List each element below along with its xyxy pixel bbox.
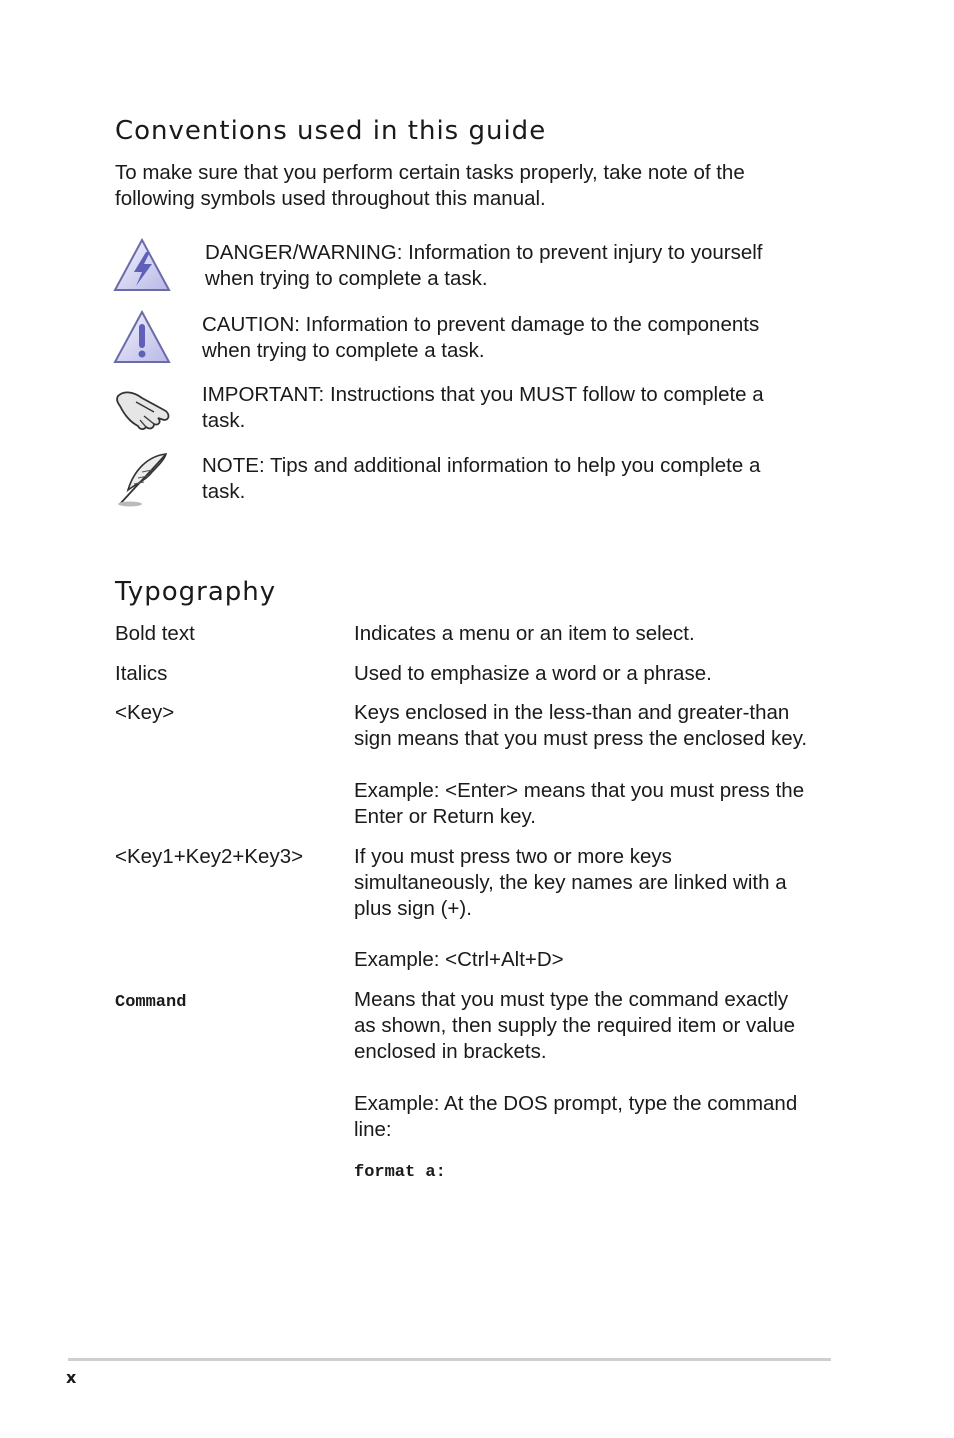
example-key [354, 778, 834, 830]
intro-line-2: following symbols used throughout this manual. [115, 187, 546, 210]
note-feather-icon [112, 450, 172, 510]
desc-line: Means that you must type the command exactly [354, 988, 789, 1011]
caution-icon [112, 308, 172, 368]
desc-line: plus sign (+). [354, 897, 472, 920]
term-italics: Italics [115, 662, 168, 685]
example-line: Enter or Return key. [354, 805, 536, 828]
important-hand-icon [114, 380, 174, 440]
desc-key-combo [354, 844, 834, 922]
desc-line: Keys enclosed in the less-than and greater-than [354, 701, 790, 724]
notice-line: DANGER/WARNING: Information to prevent injury to yourself [205, 241, 763, 264]
code-example: format a: [354, 1163, 446, 1182]
term-command: Command [115, 993, 187, 1012]
desc-command [354, 987, 834, 1065]
desc-line: simultaneously, the key names are linked with a [354, 871, 787, 894]
notice-line: task. [202, 480, 246, 503]
desc-line: Indicates a menu or an item to select. [354, 622, 695, 645]
notice-line: when trying to complete a task. [205, 267, 488, 290]
term-key-combo: <Key1+Key2+Key3> [115, 845, 304, 868]
desc-line: enclosed in brackets. [354, 1040, 547, 1063]
notice-line: IMPORTANT: Instructions that you MUST follow to complete a [202, 383, 764, 406]
notice-line: when trying to complete a task. [202, 339, 485, 362]
notice-line: task. [202, 409, 246, 432]
caution-text [202, 312, 842, 364]
desc-line: If you must press two or more keys [354, 845, 672, 868]
example-line: Example: <Ctrl+Alt+D> [354, 948, 564, 971]
danger-warning-icon [112, 236, 172, 296]
notice-line: CAUTION: Information to prevent damage to the components [202, 313, 760, 336]
desc-italics [354, 661, 834, 687]
example-line: line: [354, 1118, 392, 1141]
example-command [354, 1091, 834, 1143]
page-number: x [66, 1368, 77, 1387]
desc-line: sign means that you must press the enclosed key. [354, 727, 808, 750]
term-key: <Key> [115, 701, 175, 724]
desc-key [354, 700, 834, 752]
desc-bold-text [354, 621, 834, 647]
example-line: Example: At the DOS prompt, type the command [354, 1092, 798, 1115]
footer-rule [68, 1358, 831, 1361]
desc-line: as shown, then supply the required item or value [354, 1014, 796, 1037]
conventions-heading: Conventions used in this guide [115, 116, 547, 146]
term-bold-text: Bold text [115, 622, 195, 645]
typography-heading: Typography [115, 577, 277, 607]
note-text [202, 453, 842, 505]
desc-line: Used to emphasize a word or a phrase. [354, 662, 712, 685]
danger-warning-text [205, 240, 845, 292]
important-text [202, 382, 842, 434]
notice-line: NOTE: Tips and additional information to help you complete a [202, 454, 761, 477]
example-line: Example: <Enter> means that you must press the [354, 779, 805, 802]
intro-line-1: To make sure that you perform certain tasks properly, take note of the [115, 161, 745, 184]
example-key-combo [354, 947, 834, 973]
